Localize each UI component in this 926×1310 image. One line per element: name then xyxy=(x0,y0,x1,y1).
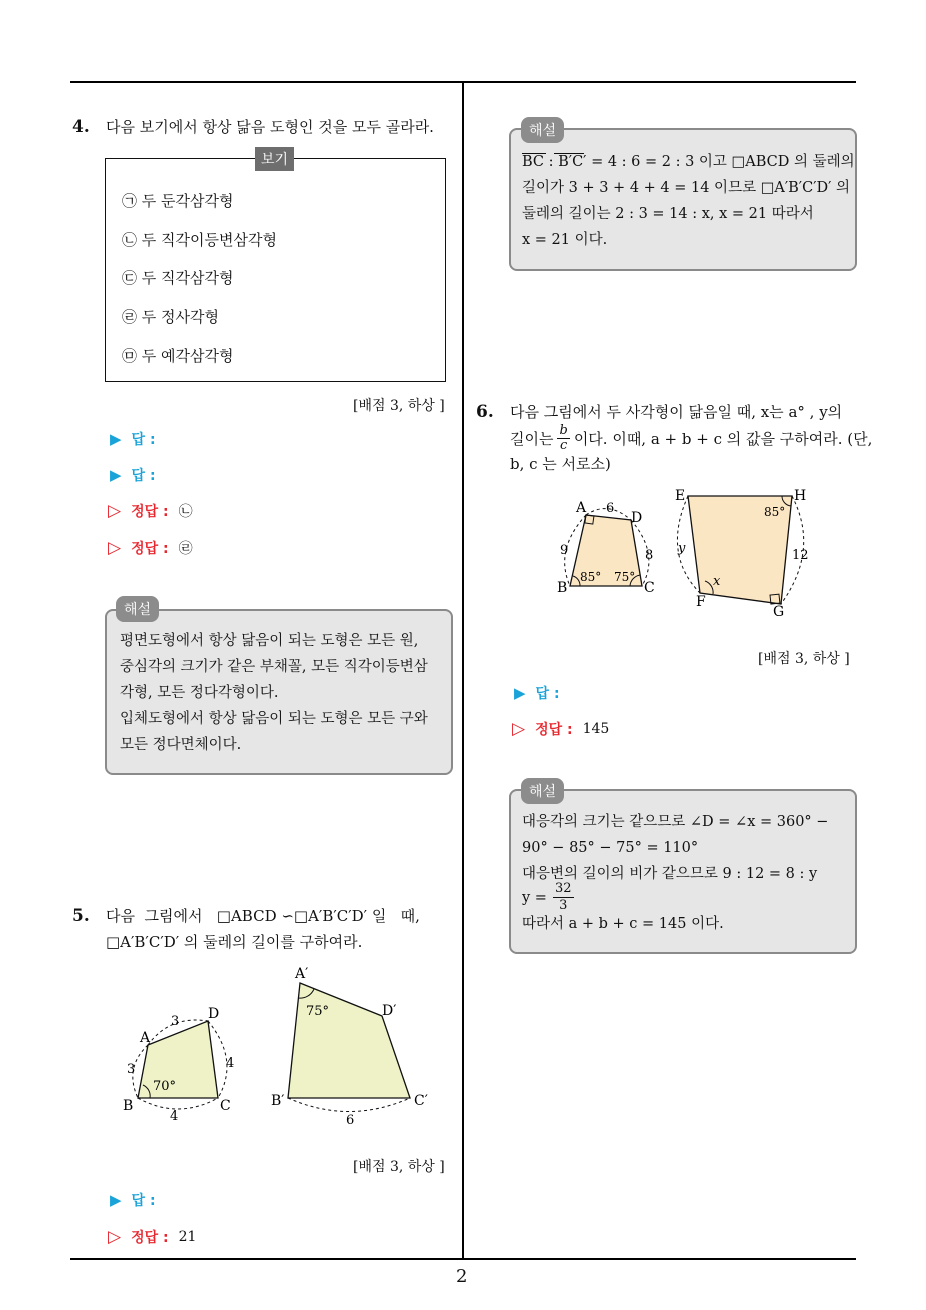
q5-figure xyxy=(110,960,450,1130)
label-H: H xyxy=(794,488,807,504)
overline-bc xyxy=(522,153,546,154)
q5-explanation-line: 둘레의 길이는 2 : 3 = 14 : x, x = 21 따라서 xyxy=(522,206,814,222)
correct-value: 145 xyxy=(582,721,610,737)
q4-explanation-line: 모든 정다면체이다. xyxy=(120,737,242,753)
q4-correct-row-2 xyxy=(108,538,193,558)
bogi-item: ㉡ 두 직각이등변삼각형 xyxy=(122,231,277,249)
dashed-arc xyxy=(138,1098,218,1109)
label-angle-A': 75° xyxy=(306,1004,330,1019)
label-HG: 12 xyxy=(792,548,809,563)
correct-value: ㉡ xyxy=(178,504,193,520)
q6-explanation-line: 대응변의 길이의 비가 같으므로 9 : 12 = 8 : y xyxy=(522,866,818,882)
q4-explanation-line: 각형, 모든 정다각형이다. xyxy=(120,685,279,701)
q5-answer-row[interactable] xyxy=(110,1190,156,1210)
outline-play-icon: ▷ xyxy=(512,719,526,739)
q6-correct-row xyxy=(512,719,609,739)
correct-label: 정답 : xyxy=(131,504,169,520)
label-B: B xyxy=(557,580,568,596)
bogi-item: ㉢ 두 직각삼각형 xyxy=(122,269,234,287)
q6-explanation-line: 90° − 85° − 75° = 110° xyxy=(522,840,699,856)
q6-question-text: 길이는 xyxy=(510,429,554,448)
q5-explanation-label: 해설 xyxy=(521,117,564,143)
answer-label: 답 : xyxy=(535,686,560,702)
q6-explanation-line: 따라서 a + b + c = 145 이다. xyxy=(522,916,724,932)
label-AB: 3 xyxy=(127,1062,136,1077)
label-BC: 4 xyxy=(170,1109,179,1124)
outline-play-icon: ▷ xyxy=(108,538,122,558)
correct-label: 정답 : xyxy=(535,722,573,738)
label-A': A′ xyxy=(295,966,309,982)
label-F: F xyxy=(696,594,706,610)
label-A: A xyxy=(140,1030,151,1046)
y-equals: y = xyxy=(522,889,547,906)
page-number: 2 xyxy=(456,1266,468,1287)
label-B: B xyxy=(123,1098,134,1114)
q6-answer-row[interactable] xyxy=(514,683,560,703)
q5-question-line2: □A′B′C′D′ 의 둘레의 길이를 구하여라. xyxy=(106,933,363,951)
label-D': D′ xyxy=(382,1003,397,1019)
label-C: C xyxy=(644,580,655,596)
label-DC: 8 xyxy=(645,548,654,563)
label-E: E xyxy=(675,488,686,504)
play-icon: ▶ xyxy=(110,466,122,484)
dashed-arc xyxy=(288,1098,410,1112)
label-A: A xyxy=(576,500,587,516)
q4-question: 다음 보기에서 항상 닮음 도형인 것을 모두 골라라. xyxy=(106,118,434,136)
q5-explanation-line: x = 21 이다. xyxy=(522,232,608,248)
label-B': B′ xyxy=(271,1093,285,1109)
label-EF: y xyxy=(678,541,686,556)
q4-score: [배점 3, 하상 ] xyxy=(353,398,445,414)
q6-score: [배점 3, 하상 ] xyxy=(758,651,850,667)
fraction-numerator: b xyxy=(559,423,568,438)
q4-answer-row-1[interactable] xyxy=(110,429,156,449)
play-icon: ▶ xyxy=(110,1191,122,1209)
bogi-item: ㉠ 두 둔각삼각형 xyxy=(122,192,234,210)
column-divider xyxy=(462,81,464,1259)
label-AB: 9 xyxy=(560,543,569,558)
q6-explanation-line xyxy=(522,881,574,914)
quad-a'b'c'd' xyxy=(288,983,410,1098)
label-angle-F: x xyxy=(713,574,721,589)
q5-correct-row xyxy=(108,1227,196,1247)
bogi-item: ㉣ 두 정사각형 xyxy=(122,308,219,326)
outline-play-icon: ▷ xyxy=(108,501,122,521)
label-D: D xyxy=(631,510,643,526)
label-angle-C: 75° xyxy=(614,570,636,584)
q4-explanation-line: 중심각의 크기가 같은 부채꼴, 모든 직각이등변삼 xyxy=(120,659,428,675)
q6-explanation-line: 대응각의 크기는 같으므로 ∠D = ∠x = 360° − xyxy=(522,814,829,830)
label-C': C′ xyxy=(414,1093,428,1109)
overline-b'c' xyxy=(554,153,584,154)
correct-value: ㉣ xyxy=(178,541,193,557)
expl-fraction xyxy=(553,881,574,914)
q6-fraction xyxy=(557,424,569,453)
label-B'C': 6 xyxy=(346,1113,355,1128)
q4-explanation-line: 입체도형에서 항상 닮음이 되는 도형은 모든 구와 xyxy=(120,711,428,727)
bogi-label: 보기 xyxy=(255,147,294,171)
q4-explanation-line: 평면도형에서 항상 닮음이 되는 도형은 모든 원, xyxy=(120,633,419,649)
answer-label: 답 : xyxy=(131,1193,156,1209)
label-AD: 3 xyxy=(171,1014,180,1029)
q5-number: 5. xyxy=(72,906,90,926)
play-icon: ▶ xyxy=(110,430,122,448)
correct-label: 정답 : xyxy=(131,1230,169,1246)
fraction-denominator: 3 xyxy=(559,898,568,913)
label-AD: 6 xyxy=(606,501,615,516)
q4-answer-row-2[interactable] xyxy=(110,465,156,485)
q4-correct-row-1 xyxy=(108,501,193,521)
play-icon: ▶ xyxy=(514,684,526,702)
label-DC: 4 xyxy=(226,1056,235,1071)
label-angle-B: 85° xyxy=(580,570,602,584)
q5-explanation-line: 길이가 3 + 3 + 4 + 4 = 14 이므로 □A′B′C′D′ 의 xyxy=(522,180,851,196)
q4-number: 4. xyxy=(72,117,90,137)
correct-value: 21 xyxy=(178,1229,197,1245)
label-C: C xyxy=(220,1098,231,1114)
answer-label: 답 : xyxy=(131,432,156,448)
q6-question-line3: b, c 는 서로소) xyxy=(510,455,611,473)
bogi-item: ㉤ 두 예각삼각형 xyxy=(122,347,234,365)
q6-explanation-label: 해설 xyxy=(521,778,564,804)
fraction-numerator: 32 xyxy=(554,881,572,896)
label-angle-H: 85° xyxy=(764,505,786,519)
q6-number: 6. xyxy=(476,402,494,422)
q6-figure xyxy=(550,484,820,619)
q6-question-text: 이다. 이때, a + b + c 의 값을 구하여라. (단, xyxy=(573,429,873,448)
q5-score: [배점 3, 하상 ] xyxy=(353,1159,445,1175)
q5-question-line1: 다음 그림에서 □ABCD ∽□A′B′C′D′ 일 때, xyxy=(106,907,420,925)
outline-play-icon: ▷ xyxy=(108,1227,122,1247)
bottom-rule xyxy=(70,1258,856,1260)
label-D: D xyxy=(208,1006,220,1022)
correct-label: 정답 : xyxy=(131,541,169,557)
label-G: G xyxy=(773,604,785,619)
label-angle-B: 70° xyxy=(153,1079,177,1094)
answer-label: 답 : xyxy=(131,468,156,484)
q5-explanation-line: BC : B′C′ = 4 : 6 = 2 : 3 이고 □ABCD 의 둘레의 xyxy=(522,154,855,170)
q4-explanation-label: 해설 xyxy=(116,596,159,622)
fraction-denominator: c xyxy=(560,438,568,453)
q6-question-line1: 다음 그림에서 두 사각형이 닮음일 때, x는 a° , y의 xyxy=(510,403,843,421)
q6-question-line2 xyxy=(510,424,872,453)
